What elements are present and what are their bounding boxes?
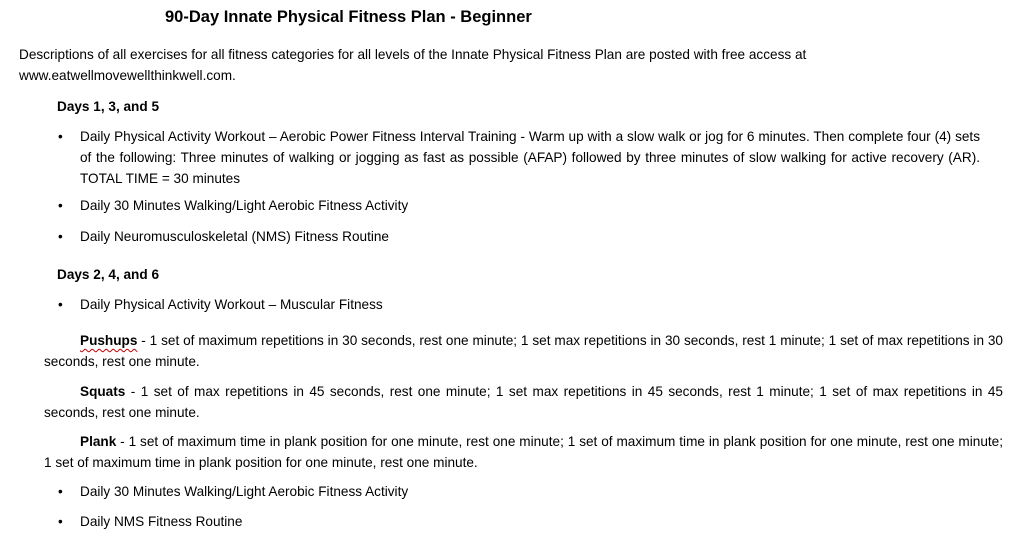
intro-paragraph: Descriptions of all exercises for all fitness categories for all levels of the Innate Physical Fitness Plan are posted with free access at www.eatwellmovewellthinkwell.com. bbox=[19, 47, 807, 83]
bullet-walking-activity-2 bbox=[58, 481, 980, 502]
bullet-icon: • bbox=[58, 198, 63, 213]
bullet-text: Daily Physical Activity Workout – Muscular Fitness bbox=[80, 297, 383, 312]
bullet-text: Daily 30 Minutes Walking/Light Aerobic Fitness Activity bbox=[80, 198, 409, 213]
exercise-squats bbox=[44, 381, 1003, 423]
bullet-text: Daily Physical Activity Workout – Aerobic Power Fitness Interval Training - Warm up with a slow walk or jog for 6 minutes. Then complete four (4) sets of the following: Three minutes of walking or jogging as fast as possible (AFAP) followed by three minutes of slow walking for active recovery (AR). TOTAL TIME = 30 minutes bbox=[80, 129, 980, 186]
bullet-aerobic-power-workout bbox=[58, 126, 980, 189]
bullet-icon: • bbox=[58, 484, 63, 499]
bullet-text: Daily NMS Fitness Routine bbox=[80, 514, 243, 529]
bullet-text: Daily 30 Minutes Walking/Light Aerobic Fitness Activity bbox=[80, 484, 409, 499]
bullet-icon: • bbox=[58, 229, 63, 244]
bullet-walking-activity bbox=[58, 195, 980, 216]
bullet-icon: • bbox=[58, 129, 63, 144]
exercise-name: Squats bbox=[80, 384, 126, 399]
bullet-text: Daily Neuromusculoskeletal (NMS) Fitness Routine bbox=[80, 229, 389, 244]
bullet-icon: • bbox=[58, 514, 63, 529]
section-heading-days-1-3-5: Days 1, 3, and 5 bbox=[57, 99, 160, 114]
bullet-nms-routine bbox=[58, 226, 980, 247]
exercise-text: - 1 set of max repetitions in 45 seconds, rest one minute; 1 set max repetitions in 45 seconds, rest 1 minute; 1 set of max repetitions in 45 seconds, rest one minute. bbox=[44, 384, 1003, 420]
bullet-icon: • bbox=[58, 297, 63, 312]
section-heading-days-2-4-6: Days 2, 4, and 6 bbox=[57, 267, 160, 282]
document-title: 90-Day Innate Physical Fitness Plan - Beginner bbox=[165, 8, 532, 26]
exercise-text: - 1 set of maximum time in plank position for one minute, rest one minute; 1 set of maximum time in plank position for one minute, rest one minute; 1 set of maximum time in plank position for one minute, rest one minute. bbox=[44, 434, 1003, 470]
exercise-name: Plank bbox=[80, 434, 117, 449]
exercise-pushups bbox=[44, 330, 1003, 372]
exercise-name: Pushups bbox=[80, 333, 138, 348]
exercise-text: - 1 set of maximum repetitions in 30 seconds, rest one minute; 1 set max repetitions in 30 seconds, rest 1 minute; 1 set of max repetitions in 30 seconds, rest one minute. bbox=[44, 333, 1003, 369]
exercise-plank bbox=[44, 431, 1003, 473]
bullet-nms-routine-2 bbox=[58, 511, 980, 532]
bullet-muscular-workout bbox=[58, 294, 980, 315]
